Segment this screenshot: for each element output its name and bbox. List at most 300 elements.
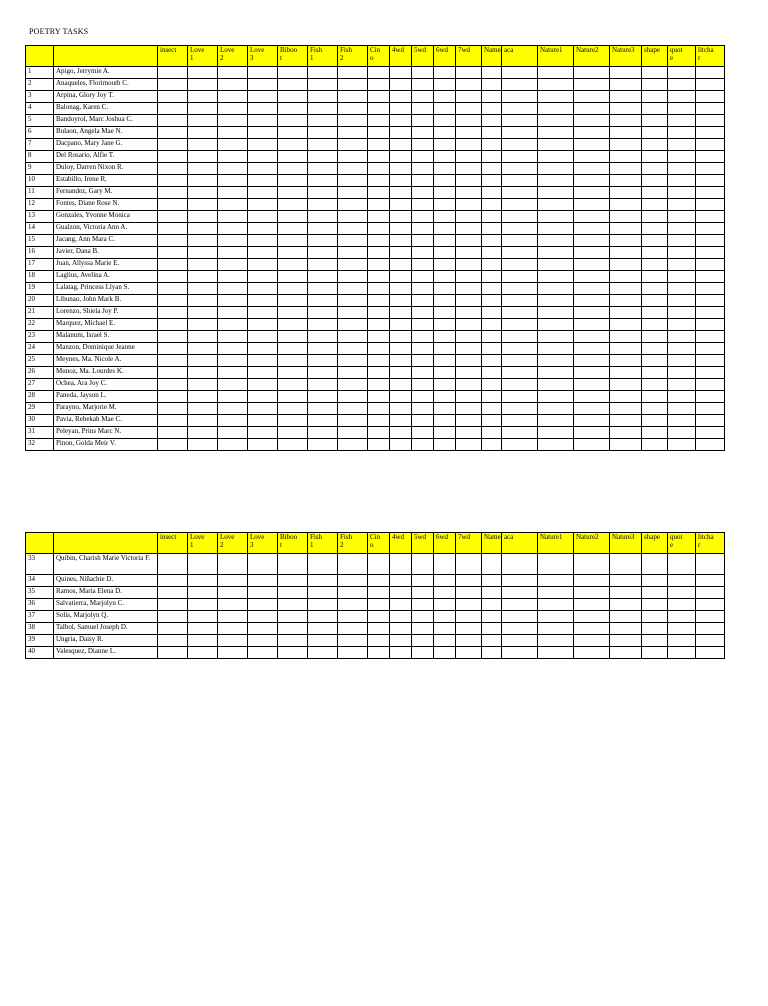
score-cell[interactable] [502,439,538,451]
score-cell[interactable] [696,67,725,79]
score-cell[interactable] [610,79,642,91]
score-cell[interactable] [188,587,218,599]
score-cell[interactable] [482,271,502,283]
score-cell[interactable] [308,67,338,79]
score-cell[interactable] [456,403,482,415]
score-cell[interactable] [456,379,482,391]
score-cell[interactable] [434,319,456,331]
score-cell[interactable] [390,415,412,427]
score-cell[interactable] [368,79,390,91]
score-cell[interactable] [158,647,188,659]
score-cell[interactable] [308,199,338,211]
score-cell[interactable] [248,635,278,647]
score-cell[interactable] [308,415,338,427]
score-cell[interactable] [668,163,696,175]
score-cell[interactable] [188,211,218,223]
score-cell[interactable] [188,554,218,575]
score-cell[interactable] [502,127,538,139]
score-cell[interactable] [696,295,725,307]
score-cell[interactable] [642,199,668,211]
score-cell[interactable] [278,283,308,295]
score-cell[interactable] [610,587,642,599]
score-cell[interactable] [308,175,338,187]
score-cell[interactable] [574,379,610,391]
score-cell[interactable] [188,331,218,343]
score-cell[interactable] [338,271,368,283]
score-cell[interactable] [482,295,502,307]
score-cell[interactable] [188,599,218,611]
score-cell[interactable] [188,151,218,163]
score-cell[interactable] [642,139,668,151]
score-cell[interactable] [188,611,218,623]
score-cell[interactable] [278,343,308,355]
score-cell[interactable] [456,439,482,451]
score-cell[interactable] [642,343,668,355]
score-cell[interactable] [412,259,434,271]
score-cell[interactable] [368,295,390,307]
score-cell[interactable] [696,575,725,587]
score-cell[interactable] [502,175,538,187]
score-cell[interactable] [248,355,278,367]
score-cell[interactable] [338,439,368,451]
score-cell[interactable] [434,623,456,635]
score-cell[interactable] [218,271,248,283]
score-cell[interactable] [248,331,278,343]
score-cell[interactable] [642,403,668,415]
score-cell[interactable] [278,647,308,659]
score-cell[interactable] [642,554,668,575]
score-cell[interactable] [188,91,218,103]
score-cell[interactable] [218,647,248,659]
score-cell[interactable] [368,127,390,139]
score-cell[interactable] [338,127,368,139]
score-cell[interactable] [642,635,668,647]
score-cell[interactable] [456,647,482,659]
score-cell[interactable] [308,307,338,319]
score-cell[interactable] [390,647,412,659]
score-cell[interactable] [434,151,456,163]
score-cell[interactable] [338,175,368,187]
score-cell[interactable] [538,343,574,355]
score-cell[interactable] [538,151,574,163]
score-cell[interactable] [390,599,412,611]
score-cell[interactable] [338,647,368,659]
score-cell[interactable] [610,175,642,187]
score-cell[interactable] [368,175,390,187]
score-cell[interactable] [642,439,668,451]
score-cell[interactable] [696,247,725,259]
score-cell[interactable] [308,187,338,199]
score-cell[interactable] [434,163,456,175]
score-cell[interactable] [668,139,696,151]
score-cell[interactable] [434,115,456,127]
score-cell[interactable] [412,331,434,343]
score-cell[interactable] [434,587,456,599]
score-cell[interactable] [668,575,696,587]
score-cell[interactable] [390,151,412,163]
score-cell[interactable] [218,415,248,427]
score-cell[interactable] [610,235,642,247]
score-cell[interactable] [368,187,390,199]
score-cell[interactable] [482,283,502,295]
score-cell[interactable] [610,199,642,211]
score-cell[interactable] [574,403,610,415]
score-cell[interactable] [158,115,188,127]
score-cell[interactable] [502,403,538,415]
score-cell[interactable] [610,343,642,355]
score-cell[interactable] [308,554,338,575]
score-cell[interactable] [412,307,434,319]
score-cell[interactable] [308,623,338,635]
score-cell[interactable] [502,415,538,427]
score-cell[interactable] [412,623,434,635]
score-cell[interactable] [368,259,390,271]
score-cell[interactable] [482,575,502,587]
score-cell[interactable] [188,319,218,331]
score-cell[interactable] [696,343,725,355]
score-cell[interactable] [412,319,434,331]
score-cell[interactable] [412,355,434,367]
score-cell[interactable] [456,175,482,187]
score-cell[interactable] [338,283,368,295]
score-cell[interactable] [610,367,642,379]
score-cell[interactable] [574,587,610,599]
score-cell[interactable] [456,319,482,331]
score-cell[interactable] [390,199,412,211]
score-cell[interactable] [248,343,278,355]
score-cell[interactable] [308,247,338,259]
score-cell[interactable] [248,415,278,427]
score-cell[interactable] [482,611,502,623]
score-cell[interactable] [338,355,368,367]
score-cell[interactable] [390,331,412,343]
score-cell[interactable] [188,127,218,139]
score-cell[interactable] [218,295,248,307]
score-cell[interactable] [308,427,338,439]
score-cell[interactable] [696,355,725,367]
score-cell[interactable] [248,163,278,175]
score-cell[interactable] [434,403,456,415]
score-cell[interactable] [482,319,502,331]
score-cell[interactable] [158,343,188,355]
score-cell[interactable] [574,127,610,139]
score-cell[interactable] [610,403,642,415]
score-cell[interactable] [248,187,278,199]
score-cell[interactable] [412,199,434,211]
score-cell[interactable] [338,187,368,199]
score-cell[interactable] [456,211,482,223]
score-cell[interactable] [308,223,338,235]
score-cell[interactable] [368,439,390,451]
score-cell[interactable] [308,139,338,151]
score-cell[interactable] [668,115,696,127]
score-cell[interactable] [574,91,610,103]
score-cell[interactable] [412,139,434,151]
score-cell[interactable] [278,67,308,79]
score-cell[interactable] [188,139,218,151]
score-cell[interactable] [188,79,218,91]
score-cell[interactable] [434,235,456,247]
score-cell[interactable] [482,427,502,439]
score-cell[interactable] [248,599,278,611]
score-cell[interactable] [642,79,668,91]
score-cell[interactable] [668,199,696,211]
score-cell[interactable] [338,343,368,355]
score-cell[interactable] [642,367,668,379]
score-cell[interactable] [456,103,482,115]
score-cell[interactable] [434,575,456,587]
score-cell[interactable] [574,115,610,127]
score-cell[interactable] [188,247,218,259]
score-cell[interactable] [188,635,218,647]
score-cell[interactable] [538,647,574,659]
score-cell[interactable] [390,587,412,599]
score-cell[interactable] [338,103,368,115]
score-cell[interactable] [218,127,248,139]
score-cell[interactable] [434,103,456,115]
score-cell[interactable] [456,415,482,427]
score-cell[interactable] [696,103,725,115]
score-cell[interactable] [456,343,482,355]
score-cell[interactable] [218,379,248,391]
score-cell[interactable] [308,343,338,355]
score-cell[interactable] [158,247,188,259]
score-cell[interactable] [338,367,368,379]
score-cell[interactable] [610,575,642,587]
score-cell[interactable] [188,343,218,355]
score-cell[interactable] [158,554,188,575]
score-cell[interactable] [642,415,668,427]
score-cell[interactable] [338,599,368,611]
score-cell[interactable] [338,235,368,247]
score-cell[interactable] [642,235,668,247]
score-cell[interactable] [158,355,188,367]
score-cell[interactable] [278,587,308,599]
score-cell[interactable] [412,127,434,139]
score-cell[interactable] [308,283,338,295]
score-cell[interactable] [668,79,696,91]
score-cell[interactable] [538,115,574,127]
score-cell[interactable] [642,283,668,295]
score-cell[interactable] [188,415,218,427]
score-cell[interactable] [456,575,482,587]
score-cell[interactable] [368,599,390,611]
score-cell[interactable] [434,211,456,223]
score-cell[interactable] [218,554,248,575]
score-cell[interactable] [482,103,502,115]
score-cell[interactable] [248,259,278,271]
score-cell[interactable] [368,343,390,355]
score-cell[interactable] [368,647,390,659]
score-cell[interactable] [456,187,482,199]
score-cell[interactable] [278,259,308,271]
score-cell[interactable] [188,67,218,79]
score-cell[interactable] [368,223,390,235]
score-cell[interactable] [668,91,696,103]
score-cell[interactable] [158,611,188,623]
score-cell[interactable] [412,647,434,659]
score-cell[interactable] [668,175,696,187]
score-cell[interactable] [278,223,308,235]
score-cell[interactable] [456,599,482,611]
score-cell[interactable] [538,635,574,647]
score-cell[interactable] [218,223,248,235]
score-cell[interactable] [668,623,696,635]
score-cell[interactable] [390,343,412,355]
score-cell[interactable] [668,587,696,599]
score-cell[interactable] [502,343,538,355]
score-cell[interactable] [158,79,188,91]
score-cell[interactable] [308,587,338,599]
score-cell[interactable] [642,115,668,127]
score-cell[interactable] [538,163,574,175]
score-cell[interactable] [668,391,696,403]
score-cell[interactable] [248,199,278,211]
score-cell[interactable] [538,235,574,247]
score-cell[interactable] [574,623,610,635]
score-cell[interactable] [642,271,668,283]
score-cell[interactable] [668,295,696,307]
score-cell[interactable] [158,635,188,647]
score-cell[interactable] [338,331,368,343]
score-cell[interactable] [668,319,696,331]
score-cell[interactable] [456,259,482,271]
score-cell[interactable] [308,151,338,163]
score-cell[interactable] [218,403,248,415]
score-cell[interactable] [502,139,538,151]
score-cell[interactable] [502,79,538,91]
score-cell[interactable] [696,271,725,283]
score-cell[interactable] [642,331,668,343]
score-cell[interactable] [218,199,248,211]
score-cell[interactable] [538,199,574,211]
score-cell[interactable] [308,355,338,367]
score-cell[interactable] [390,391,412,403]
score-cell[interactable] [574,343,610,355]
score-cell[interactable] [538,379,574,391]
score-cell[interactable] [248,379,278,391]
score-cell[interactable] [610,91,642,103]
score-cell[interactable] [610,307,642,319]
score-cell[interactable] [610,319,642,331]
score-cell[interactable] [368,587,390,599]
score-cell[interactable] [642,163,668,175]
score-cell[interactable] [278,331,308,343]
score-cell[interactable] [278,554,308,575]
score-cell[interactable] [538,427,574,439]
score-cell[interactable] [610,67,642,79]
score-cell[interactable] [248,391,278,403]
score-cell[interactable] [278,163,308,175]
score-cell[interactable] [278,175,308,187]
score-cell[interactable] [368,635,390,647]
score-cell[interactable] [456,139,482,151]
score-cell[interactable] [574,439,610,451]
score-cell[interactable] [482,379,502,391]
score-cell[interactable] [218,623,248,635]
score-cell[interactable] [456,355,482,367]
score-cell[interactable] [338,79,368,91]
score-cell[interactable] [610,271,642,283]
score-cell[interactable] [668,635,696,647]
score-cell[interactable] [538,307,574,319]
score-cell[interactable] [218,575,248,587]
score-cell[interactable] [668,103,696,115]
score-cell[interactable] [482,151,502,163]
score-cell[interactable] [696,223,725,235]
score-cell[interactable] [218,151,248,163]
score-cell[interactable] [434,599,456,611]
score-cell[interactable] [278,367,308,379]
score-cell[interactable] [412,235,434,247]
score-cell[interactable] [482,175,502,187]
score-cell[interactable] [338,115,368,127]
score-cell[interactable] [538,187,574,199]
score-cell[interactable] [368,367,390,379]
score-cell[interactable] [574,415,610,427]
score-cell[interactable] [668,247,696,259]
score-cell[interactable] [158,67,188,79]
score-cell[interactable] [696,163,725,175]
score-cell[interactable] [502,307,538,319]
score-cell[interactable] [390,223,412,235]
score-cell[interactable] [158,295,188,307]
score-cell[interactable] [368,415,390,427]
score-cell[interactable] [218,283,248,295]
score-cell[interactable] [338,223,368,235]
score-cell[interactable] [574,67,610,79]
score-cell[interactable] [538,403,574,415]
score-cell[interactable] [248,211,278,223]
score-cell[interactable] [642,575,668,587]
score-cell[interactable] [390,211,412,223]
score-cell[interactable] [390,187,412,199]
score-cell[interactable] [248,427,278,439]
score-cell[interactable] [610,223,642,235]
score-cell[interactable] [456,587,482,599]
score-cell[interactable] [218,319,248,331]
score-cell[interactable] [574,391,610,403]
score-cell[interactable] [412,587,434,599]
score-cell[interactable] [434,67,456,79]
score-cell[interactable] [158,127,188,139]
score-cell[interactable] [574,259,610,271]
score-cell[interactable] [574,367,610,379]
score-cell[interactable] [338,211,368,223]
score-cell[interactable] [610,163,642,175]
score-cell[interactable] [158,211,188,223]
score-cell[interactable] [158,415,188,427]
score-cell[interactable] [574,103,610,115]
score-cell[interactable] [482,403,502,415]
score-cell[interactable] [248,319,278,331]
score-cell[interactable] [158,391,188,403]
score-cell[interactable] [696,127,725,139]
score-cell[interactable] [502,599,538,611]
score-cell[interactable] [502,575,538,587]
score-cell[interactable] [502,331,538,343]
score-cell[interactable] [642,67,668,79]
score-cell[interactable] [338,151,368,163]
score-cell[interactable] [696,199,725,211]
score-cell[interactable] [456,295,482,307]
score-cell[interactable] [218,115,248,127]
score-cell[interactable] [642,151,668,163]
score-cell[interactable] [158,587,188,599]
score-cell[interactable] [642,307,668,319]
score-cell[interactable] [434,259,456,271]
score-cell[interactable] [412,79,434,91]
